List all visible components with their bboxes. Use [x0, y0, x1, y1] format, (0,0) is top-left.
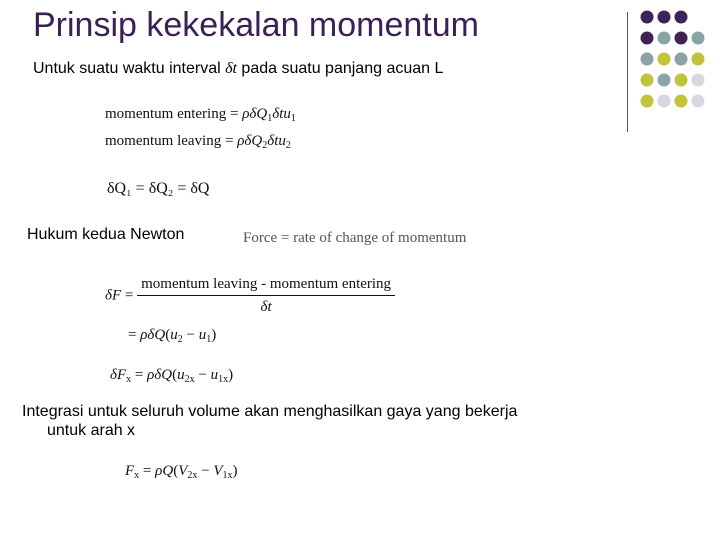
decor-dot — [692, 74, 705, 87]
decor-dot — [692, 95, 705, 108]
intro-text — [33, 60, 443, 78]
decor-dot — [658, 53, 671, 66]
eq2-label: momentum leaving — [105, 133, 222, 149]
equation-fx-final: $F_x = \rho Q(V_{2x} - V_{1x})$ — [125, 463, 238, 481]
decor-dot — [641, 95, 654, 108]
decor-dot — [675, 95, 688, 108]
decor-dot — [675, 11, 688, 24]
decor-dot — [658, 95, 671, 108]
decor-dot — [641, 32, 654, 45]
eq1-label: momentum entering — [105, 106, 227, 122]
equation-force-statement: Force = rate of change of momentum — [243, 230, 467, 246]
intro-suffix: pada suatu panjang acuan L — [236, 60, 444, 77]
eq2-sign: = — [224, 133, 234, 149]
decorative-dot-grid — [640, 10, 720, 120]
decor-dot — [641, 11, 654, 24]
para-integrasi-line2: untuk arah x — [47, 422, 136, 439]
decor-dot — [641, 74, 654, 87]
decor-dot — [641, 53, 654, 66]
fraction-numerator: momentum leaving - momentum entering — [137, 276, 395, 296]
heading-newton: Hukum kedua Newton — [27, 226, 185, 243]
decor-dot — [658, 74, 671, 87]
equation-momentum-entering: momentum entering = ρδQ$_1$δtu$_1$ — [105, 106, 296, 124]
eq1-sign: = — [229, 106, 239, 122]
decor-dot — [658, 11, 671, 24]
intro-symbol: δt — [225, 60, 237, 77]
decor-dot — [692, 53, 705, 66]
decor-dot — [675, 53, 688, 66]
para-integrasi-line1: Integrasi untuk seluruh volume akan menghasilkan gaya yang bekerja — [22, 403, 518, 420]
intro-prefix: Untuk suatu waktu interval — [33, 60, 226, 77]
equation-rho-dq-u: = $\rho\delta Q(u_2 - u_1)$ — [128, 327, 217, 345]
equation-delta-f: δF = $\frac{\text{momentum leaving - momentum entering}}{\delta t}$ — [105, 276, 395, 316]
page-title: Prinsip kekekalan momentum — [33, 6, 479, 44]
equation-momentum-leaving: momentum leaving = ρδQ$_2$δtu$_2$ — [105, 133, 291, 151]
divider-line — [627, 12, 628, 132]
equation-fraction: $\frac{\text{momentum leaving - momentum entering}}{\delta t}$ — [137, 276, 395, 316]
decor-dot — [692, 32, 705, 45]
decor-dot — [675, 74, 688, 87]
decor-dot — [675, 32, 688, 45]
decor-dot — [658, 32, 671, 45]
equation-delta-fx: $\delta F_x = \rho\delta Q(u_{2x} - u_{1x})$ — [110, 367, 234, 385]
equation-continuity: δQ₁ = δQ₂ = δQ — [107, 180, 210, 197]
